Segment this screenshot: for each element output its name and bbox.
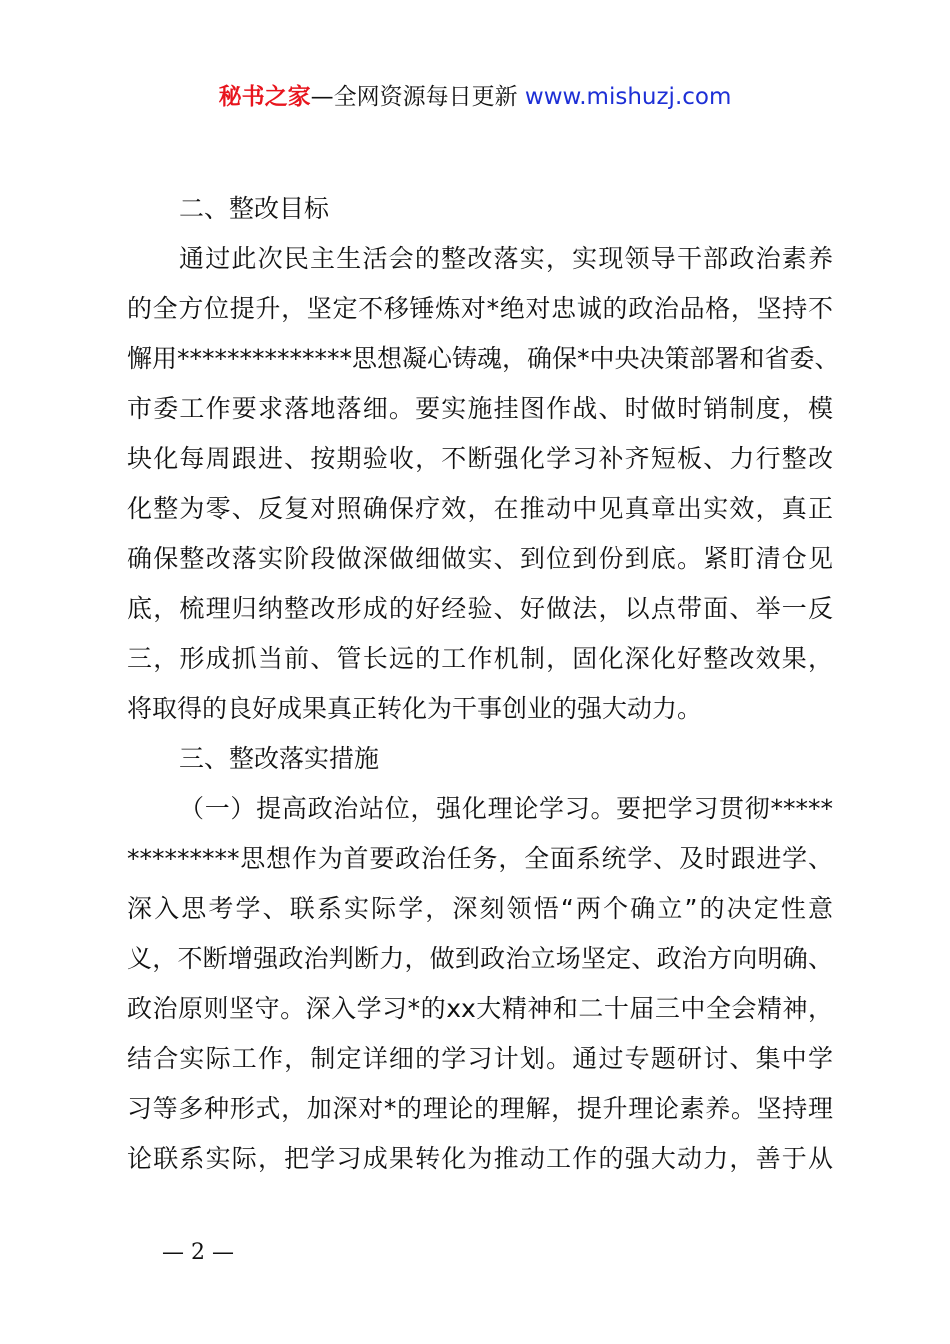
site-brand: 秘书之家: [218, 84, 311, 110]
page-number: — 2 —: [162, 1240, 234, 1265]
paragraph-line: 将取得的良好成果真正转化为干事创业的强大动力。: [127, 694, 703, 723]
section-heading-measures: 三、整改落实措施: [179, 744, 380, 773]
paragraph-line: 论联系实际，把学习成果转化为推动工作的强大动力，善于从: [127, 1144, 833, 1173]
document-body: [127, 184, 840, 1184]
paragraph-line: （一）提高政治站位，强化理论学习。要把学习贯彻*****: [179, 794, 833, 823]
paragraph-line: 化整为零、反复对照确保疗效，在推动中见真章出实效，真正: [127, 494, 833, 523]
section-heading-goals: 二、整改目标: [179, 194, 330, 223]
paragraph-line: 市委工作要求落地落细。要实施挂图作战、时做时销制度，模: [127, 394, 833, 423]
paragraph-line: 懈用**************思想凝心铸魂，确保*中央决策部署和省委、: [127, 344, 840, 373]
paragraph-line: 确保整改落实阶段做深做细做实、到位到份到底。紧盯清仓见: [127, 544, 833, 573]
paragraph-line: 深入思考学、联系实际学，深刻领悟“两个确立”的决定性意: [127, 894, 833, 923]
paragraph-line: 底，梳理归纳整改形成的好经验、好做法，以点带面、举一反: [127, 594, 833, 623]
paragraph-line: *********思想作为首要政治任务，全面系统学、及时跟进学、: [127, 844, 833, 873]
paragraph-line: 义，不断增强政治判断力，做到政治立场坚定、政治方向明确、: [127, 944, 833, 973]
paragraph-line: 通过此次民主生活会的整改落实，实现领导干部政治素养: [179, 244, 833, 273]
paragraph-line: 结合实际工作，制定详细的学习计划。通过专题研讨、集中学: [127, 1044, 833, 1073]
paragraph-line: 三，形成抓当前、管长远的工作机制，固化深化好整改效果，: [127, 644, 833, 673]
site-header: [0, 80, 950, 114]
paragraph-line: 的全方位提升，坚定不移锤炼对*绝对忠诚的政治品格，坚持不: [127, 294, 833, 323]
paragraph-line: 政治原则坚守。深入学习*的xx大精神和二十届三中全会精神，: [127, 994, 833, 1023]
paragraph-line: 习等多种形式，加深对*的理论的理解，提升理论素养。坚持理: [127, 1094, 833, 1123]
site-url-link[interactable]: www.mishuzj.com: [524, 84, 732, 110]
site-tagline: —全网资源每日更新: [310, 84, 525, 110]
paragraph-line: 块化每周跟进、按期验收，不断强化学习补齐短板、力行整改: [127, 444, 833, 473]
